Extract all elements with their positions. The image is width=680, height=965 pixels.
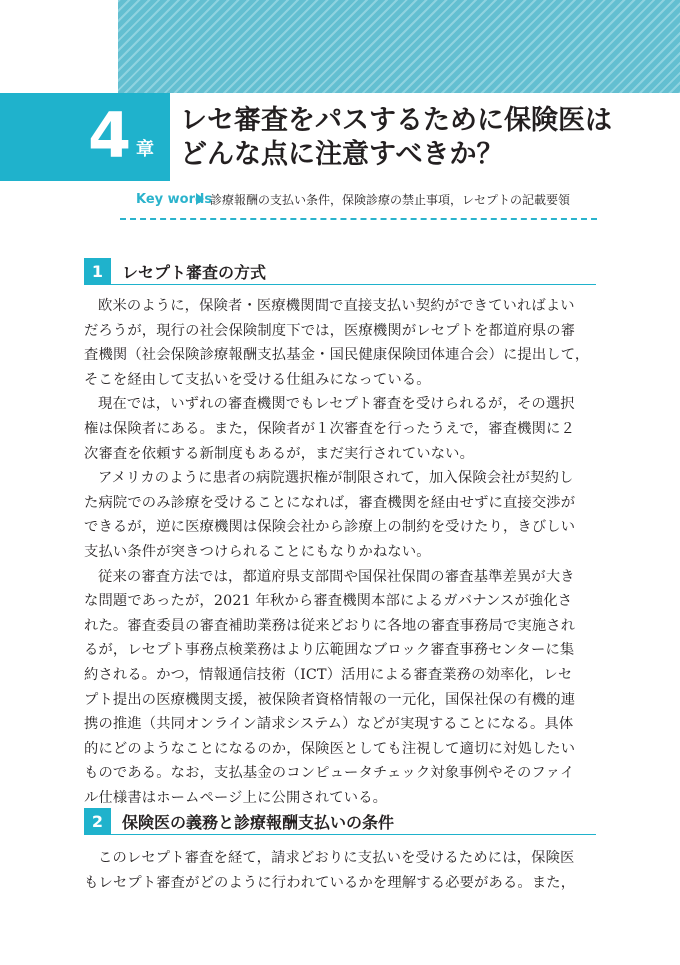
keywords-text: 診療報酬の支払い条件，保険診療の禁止事項，レセプトの記載要領 <box>210 193 571 207</box>
body-line: 支払い条件が突きつけられることにもなりかねない。 <box>84 543 431 560</box>
body-line: できるが，逆に医療機関は保険会社から診療上の制約を受けたり，きびしい <box>84 519 576 536</box>
header-hatch-band <box>118 0 680 93</box>
body-line: な問題であったが，2021 年秋から審査機関本部によるガバナンスが強化さ <box>84 593 573 610</box>
body-line: 権は保険者にある。また，保険者が１次審査を行ったうえで，審査機関に２ <box>84 420 575 437</box>
body-line: 欧米のように，保険者・医療機関間で直接支払い契約ができていればよい <box>98 298 575 314</box>
section-title: 保険医の義務と診療報酬支払いの条件 <box>122 813 395 832</box>
body-line: プト提出の医療機関支援，被保険者資格情報の一元化，国保社保の有機的連 <box>84 691 576 708</box>
body-line: ものである。なお，支払基金のコンピュータチェック対象事例やそのファイ <box>84 765 575 782</box>
body-line: そこを経由して支払いを受ける仕組みになっている。 <box>84 371 431 388</box>
body-line: ル仕様書はホームページ上に公開されている。 <box>84 789 388 806</box>
chapter-label: 章 <box>136 139 154 160</box>
chapter-number: 4 <box>88 99 132 172</box>
triangle-arrow-icon <box>196 193 204 205</box>
body-line: れた。審査委員の審査補助業務は従来どおりに各地の審査事務局で実施され <box>84 617 576 634</box>
section-number-badge: 1 <box>84 258 111 285</box>
body-line: 査機関（社会保険診療報酬支払基金・国民健康保険団体連合会）に提出して， <box>84 347 590 364</box>
body-line: 携の推進（共同オンライン請求システム）などが実現することになる。具体 <box>84 716 574 733</box>
section-1-heading <box>84 258 596 285</box>
body-line: 的にどのようなことになるのか，保険医としても注視して適切に対処したい <box>84 740 576 757</box>
keywords-label: Key words <box>136 192 213 207</box>
chapter-title <box>180 104 612 172</box>
body-line: アメリカのように患者の病院選択権が制限されて，加入保険会社が契約し <box>98 470 574 487</box>
body-line: もレセプト審査がどのように行われているかを理解する必要がある。また， <box>84 874 576 891</box>
body-line: このレセプト審査を経て，請求どおりに支払いを受けるためには，保険医 <box>98 850 575 866</box>
section-2-heading <box>84 808 596 835</box>
body-line: 次審査を依頼する新制度もあるが，まだ実行されていない。 <box>84 445 475 462</box>
body-line: 従来の審査方法では，都道府県支部間や国保社保間の審査基準差異が大き <box>98 568 575 585</box>
section-2-body <box>84 846 596 895</box>
chapter-title-line: どんな点に注意すべきか？ <box>180 139 504 170</box>
body-line: るが，レセプト事務点検業務はより広範囲なブロック審査事務センターに集 <box>84 642 575 659</box>
body-line: 約される。かつ，情報通信技術（ICT）活用による審査業務の効率化，レセ <box>84 666 573 683</box>
body-line: 現在では，いずれの審査機関でもレセプト審査を受けられるが，その選択 <box>98 396 575 413</box>
chapter-title-line: レセ審査をパスするために保険医は <box>180 105 612 136</box>
body-line: だろうが，現行の社会保険制度下では，医療機関がレセプトを都道府県の審 <box>84 322 576 339</box>
body-line: た病院でのみ診療を受けることになれば，審査機関を経由せずに直接交渉が <box>84 494 576 511</box>
section-1-body <box>84 294 596 810</box>
section-number-badge: 2 <box>84 808 111 835</box>
section-title: レセプト審査の方式 <box>122 263 267 282</box>
